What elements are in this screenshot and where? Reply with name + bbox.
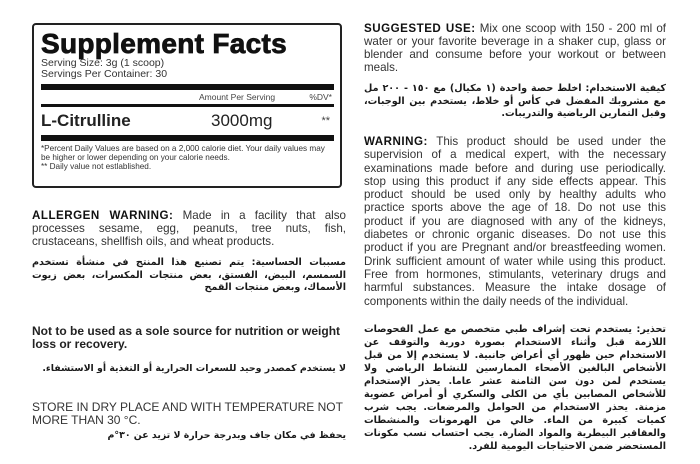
warning-label: WARNING: xyxy=(364,135,428,148)
facts-header-row xyxy=(41,90,334,104)
sole-source-section xyxy=(32,325,346,375)
ingredient-name: L-Citrulline xyxy=(41,111,131,130)
storage-ar: يحفظ في مكان جاف وبدرجة حرارة لا تزيد عن ٣٠°م xyxy=(107,430,346,441)
warning-ar: تحذير: يستخدم تحت إشراف طبي متخصص مع عمل الفحوصات اللازمة قبل وأثناء الاستخدام بصورة دورية والتوقف عن الاستخدام حين ظهور أي أعراض جانبية. لا يستخدم إلا من قبل الأشخاص البالغين الأصحاء الممارسين للنشاط الرياضي ولا يستخدم لمن دون سن الثامنة عشر عاما. يحذر الإستخدام للأشخاص المصابين بأي من الكلى والسكري أو أمراض عضوية مزمنة. يحذر الاستخدام من الحوامل والمرضعات. يجب شرب كميات كبيرة من الماء. خالي من الهرمونات والمنشطات والعقاقير البيطرية والمواد الضارة. يجب احتساب نسب مكونات المستحضر ضمن الاحتياجات اليومية للفرد. xyxy=(364,324,666,452)
header-amount: Amount Per Serving xyxy=(199,92,276,102)
warning-section xyxy=(364,135,666,308)
allergen-text: Made in a facility that also processes sesame, egg, peanuts, tree nuts, fish, crustaceans, shellfish oils, and wheat products. xyxy=(32,209,346,248)
footnote-dv: *Percent Daily Values are based on a 2,000 calorie diet. Your daily values may be higher or lower depending on your calorie needs. xyxy=(41,144,325,162)
warning-en xyxy=(364,135,666,308)
allergen-warning-en xyxy=(32,209,346,248)
supplement-facts-panel xyxy=(32,23,342,188)
sole-source-ar: لا يستخدم كمصدر وحيد للسعرات الحرارية أو التغذية أو الاستشفاء. xyxy=(42,363,346,374)
warning-text: This product should be used under the supervision of a medical expert, with the necessary examinations made before and during use periodically. stop using this product if any side effects appear. This product should be used only by healthy adults who practice sports above the age of 18. Do not use this product if you are diagnosed with any of the kidneys, diabetes or chronic organic diseases. Do not use this product if you are Pregnant and/or breastfeeding women. Drink sufficient amount of water while using this product. Free from hormones, stimulants, veterinary drugs and harmful substances. Measure the intake dosage of components within the daily needs of the individual. xyxy=(364,135,666,308)
suggested-use-label: SUGGESTED USE: xyxy=(364,22,476,35)
facts-title: Supplement Facts xyxy=(41,28,287,59)
suggested-use-ar: كيفية الاستخدام: اخلط حصة واحدة (١ مكيال) مع ١٥٠ - ٢٠٠ مل مع مشروبك المفضل في كأس أو خلاط، يستخدم بين الوجبات، وقبل التمارين الرياضية والتدريبات. xyxy=(364,83,666,119)
sole-source-en: Not to be used as a sole source for nutrition or weight loss or recovery. xyxy=(32,324,341,351)
header-dv: %DV* xyxy=(309,92,332,102)
ingredient-dv: ** xyxy=(321,115,330,127)
suggested-use-en xyxy=(364,22,666,74)
footnote-not-established: ** Daily value not estlablished. xyxy=(41,162,152,171)
servings-per-container: Servings Per Container: 30 xyxy=(41,68,168,80)
ingredient-amount: 3000mg xyxy=(211,111,273,130)
serving-size: Serving Size: 3g (1 scoop) xyxy=(41,57,165,69)
allergen-warning-ar: مسببات الحساسية: يتم تصنيع هذا المنتج في منشأة تستخدم السمسم، البيض، الفستق، بعض منتجات المكسرات، بعض زيوت الأسماك، وبعض منتجات القمح xyxy=(32,257,346,293)
divider-thick xyxy=(41,135,334,141)
suggested-use-text: Mix one scoop with 150 - 200 ml of water or your favorite beverage in a shaker cup, glass or blender and consume before your workout or between meals. xyxy=(364,22,666,74)
warning-ar-section xyxy=(364,323,666,453)
allergen-section xyxy=(32,209,346,295)
storage-section xyxy=(32,401,346,442)
ingredient-row xyxy=(41,107,334,135)
suggested-use-section xyxy=(364,22,666,121)
storage-en: STORE IN DRY PLACE AND WITH TEMPERATURE NOT MORE THAN 30 °C. xyxy=(32,400,343,427)
allergen-label: ALLERGEN WARNING: xyxy=(32,209,174,222)
